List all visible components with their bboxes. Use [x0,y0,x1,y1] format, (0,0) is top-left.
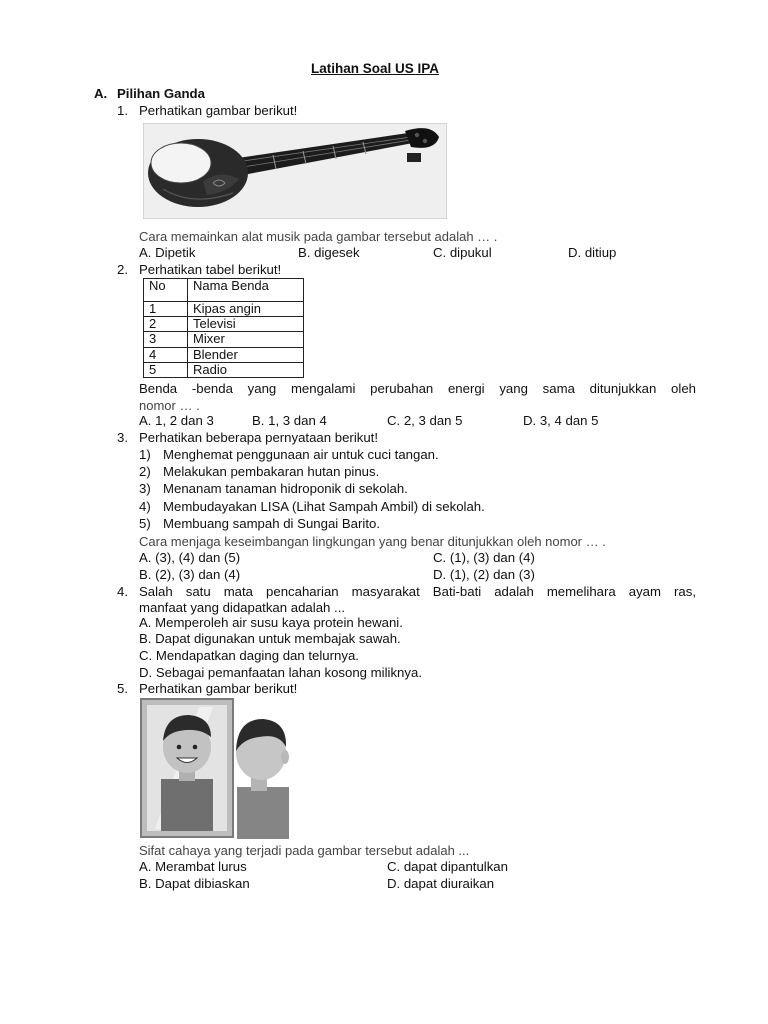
q3-option-a[interactable]: A. (3), (4) dan (5) [139,550,241,565]
boy-mirror-image [139,697,289,839]
q3-question: Cara menjaga keseimbangan lingkungan yang benar ditunjukkan oleh nomor … . [139,534,606,549]
table-cell-no: 4 [144,347,188,362]
q3-statement-text: Menghemat penggunaan air untuk cuci tangan. [163,447,439,462]
table-row [144,347,304,362]
q2-option-a[interactable]: A. 1, 2 dan 3 [139,413,214,428]
q4-option-a[interactable]: A. Memperoleh air susu kaya protein hewani. [139,615,403,630]
table-cell-no: 2 [144,317,188,332]
q5-number: 5. [117,681,128,696]
table-cell-name: Kipas angin [188,302,304,317]
table-header-name: Nama Benda [188,279,304,302]
q5-prompt: Perhatikan gambar berikut! [139,681,298,696]
section-marker: A. [94,86,108,101]
q5-option-d[interactable]: D. dapat diuraikan [387,876,495,891]
table-row [144,317,304,332]
q4-option-d[interactable]: D. Sebagai pemanfaatan lahan kosong miliknya. [139,665,422,680]
q5-option-a[interactable]: A. Merambat lurus [139,859,247,874]
table-row [144,362,304,377]
table-cell-no: 1 [144,302,188,317]
q3-statement-number: 2) [139,464,151,479]
q3-option-d[interactable]: D. (1), (2) dan (3) [433,567,535,582]
q1-question: Cara memainkan alat musik pada gambar tersebut adalah … . [139,229,498,244]
table-cell-no: 3 [144,332,188,347]
table-row [144,332,304,347]
table-header-no: No [144,279,188,302]
q3-statement-text: Melakukan pembakaran hutan pinus. [163,464,380,479]
q4-option-c[interactable]: C. Mendapatkan daging dan telurnya. [139,648,359,663]
table-cell-name: Blender [188,347,304,362]
q1-option-d[interactable]: D. ditiup [568,245,617,260]
q1-prompt: Perhatikan gambar berikut! [139,103,298,118]
q3-statement-number: 3) [139,481,151,496]
q5-option-c[interactable]: C. dapat dipantulkan [387,859,508,874]
q3-statement-text: Membuang sampah di Sungai Barito. [163,516,380,531]
q3-statement-number: 5) [139,516,151,531]
q5-option-b[interactable]: B. Dapat dibiaskan [139,876,250,891]
q2-question-line1: Benda -benda yang mengalami perubahan energi yang sama ditunjukkan oleh [139,381,696,396]
boy-mirror-icon [139,697,289,839]
q4-question-line2: manfaat yang didapatkan adalah ... [139,600,346,615]
q2-option-b[interactable]: B. 1, 3 dan 4 [252,413,327,428]
q4-number: 4. [117,584,128,599]
section-label: Pilihan Ganda [117,86,205,101]
q1-number: 1. [117,103,128,118]
q2-number: 2. [117,262,128,277]
q2-option-d[interactable]: D. 3, 4 dan 5 [523,413,599,428]
table-cell-name: Radio [188,362,304,377]
q3-statement-number: 4) [139,499,151,514]
q5-question: Sifat cahaya yang terjadi pada gambar tersebut adalah ... [139,843,470,858]
q3-option-b[interactable]: B. (2), (3) dan (4) [139,567,241,582]
sape-lute-image [143,123,447,219]
q3-statement-text: Menanam tanaman hidroponik di sekolah. [163,481,408,496]
sape-lute-icon [143,123,447,219]
q1-option-b[interactable]: B. digesek [298,245,360,260]
q3-number: 3. [117,430,128,445]
table-row [144,302,304,317]
q3-statement-text: Membudayakan LISA (Lihat Sampah Ambil) di sekolah. [163,499,485,514]
q4-option-b[interactable]: B. Dapat digunakan untuk membajak sawah. [139,631,401,646]
q3-prompt: Perhatikan beberapa pernyataan berikut! [139,430,379,445]
q1-option-a[interactable]: A. Dipetik [139,245,196,260]
q3-option-c[interactable]: C. (1), (3) dan (4) [433,550,535,565]
q3-statement-number: 1) [139,447,151,462]
page-title: Latihan Soal US IPA [311,61,440,76]
table-header-row [144,279,304,302]
q2-option-c[interactable]: C. 2, 3 dan 5 [387,413,463,428]
objects-table [143,278,304,378]
q4-question-line1: Salah satu mata pencaharian masyarakat Bati-bati adalah memelihara ayam ras, [139,584,696,599]
q2-prompt: Perhatikan tabel berikut! [139,262,282,277]
q1-option-c[interactable]: C. dipukul [433,245,492,260]
table-cell-name: Televisi [188,317,304,332]
q2-question-line2: nomor … . [139,398,200,413]
table-cell-name: Mixer [188,332,304,347]
table-cell-no: 5 [144,362,188,377]
